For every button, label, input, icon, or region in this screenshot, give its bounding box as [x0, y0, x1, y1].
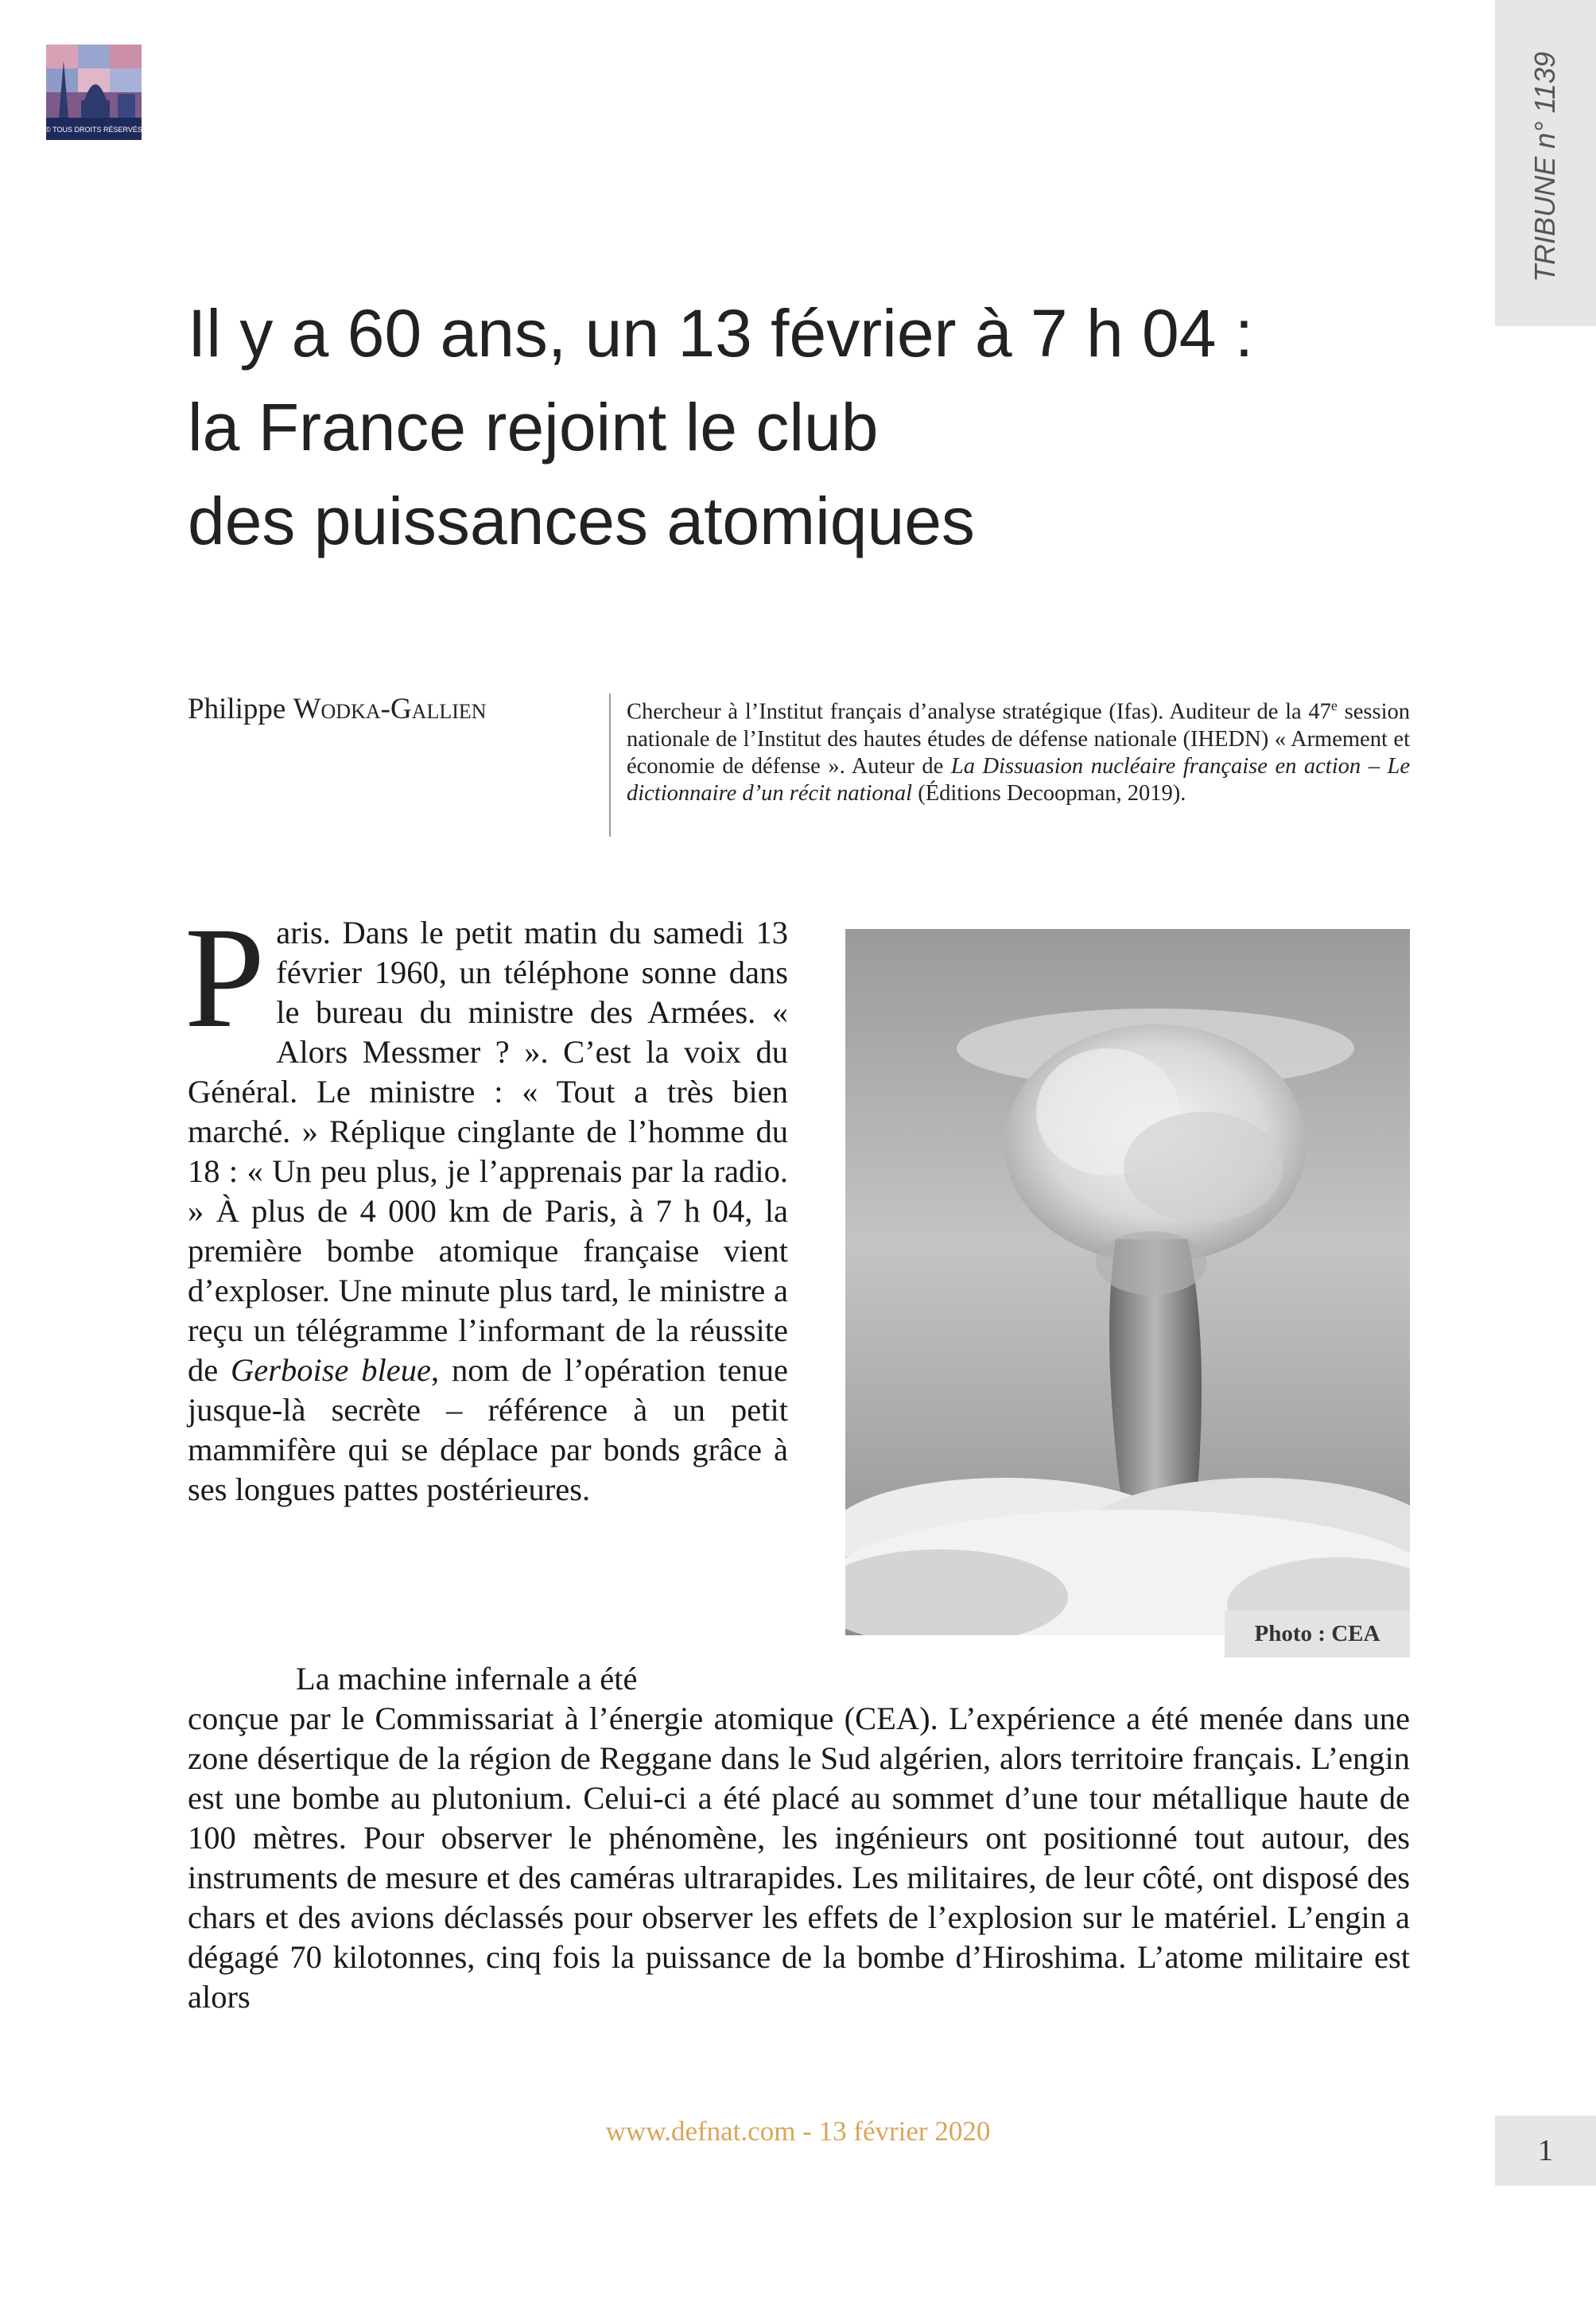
author-first-name: Philippe: [188, 693, 286, 725]
institution-logo: [46, 45, 142, 140]
title-line: la France rejoint le club: [188, 390, 879, 464]
photo-credit: Photo : CEA: [1225, 1611, 1410, 1658]
title-line: des puissances atomiques: [188, 484, 975, 558]
logo-caption: © TOUS DROITS RÉSERVÉS: [46, 126, 142, 134]
bio-superscript: e: [1330, 698, 1338, 713]
footer-source: www.defnat.com - 13 février 2020: [605, 2116, 991, 2147]
institution-dome-logo-icon: [46, 45, 142, 140]
bio-text: (Éditions Decoopman, 2019).: [912, 780, 1186, 806]
bio-divider: [609, 694, 611, 837]
article-paragraph-2: [188, 1659, 1410, 2017]
paragraph-text: aris. Dans le petit matin du samedi 13 février 1960, un téléphone sonne dans le bureau du ministre des Armées. « Alors Messmer ? ». C’est la voix du Général. Le ministre : « Tout a très bien marché. » Réplique cinglante de l’homme du 18 : « Un peu plus, je l’apprenais par la radio. » À plus de 4 000 km de Paris, à 7 h 04, la première bombe atomique française vient d’exploser. Une minute plus tard, le ministre a reçu un télégramme l’informant de la réussite de: [188, 915, 788, 1388]
author-bio: [627, 692, 1410, 807]
paragraph-text: conçue par le Commissariat à l’énergie atomique (CEA). L’expérience a été menée dans une zone désertique de la région de Reggane dans le Sud algérien, alors territoire français. L’engin est une bombe au plutonium. Celui-ci a été placé au sommet d’une tour métallique haute de 100 mètres. Pour observer le phénomène, les ingénieurs ont positionné tout autour, des instruments de mesure et des caméras ultrarapides. Les militaires, de leur côté, ont disposé des chars et des avions déclassés pour observer les effets de l’explosion sur le matériel. L’engin a dégagé 70 kilotonnes, cinq fois la puissance de la bombe d’Hiroshima. L’atome militaire est alors: [188, 1700, 1410, 2015]
title-line: Il y a 60 ans, un 13 février à 7 h 04 :: [188, 296, 1254, 371]
operation-name: Gerboise bleue: [231, 1352, 432, 1388]
tribune-tab: [1495, 0, 1596, 326]
mushroom-cloud-photo: [845, 929, 1410, 1635]
article-title: [188, 286, 1428, 568]
paragraph-text: , nom de l’opération tenue jusque-là secrète – référence à un petit mammifère qui se déplace par bonds grâce à ses longues pattes postérieures.: [188, 1352, 788, 1507]
article-paragraph-1: [184, 898, 788, 1510]
paragraph-text: La machine infernale a été: [296, 1661, 638, 1697]
bio-book-title: La Dissuasion nucléaire française en action – Le dictionnaire d’un récit national: [627, 753, 1410, 806]
bio-text: session nationale de l’Institut des hautes études de défense nationale (IHEDN) « Armement et économie de défense ». Auteur de: [627, 699, 1410, 779]
author-last-name: Wodka-Gallien: [293, 693, 487, 725]
tribune-label: TRIBUNE n° 1139: [1528, 52, 1561, 282]
bio-text: Chercheur à l’Institut français d’analyse stratégique (Ifas). Auditeur de la 47: [627, 699, 1331, 725]
mushroom-cloud-icon: [845, 929, 1410, 1635]
author-name: [188, 692, 487, 726]
drop-cap: P: [184, 898, 266, 1058]
page-number: 1: [1495, 2116, 1596, 2186]
